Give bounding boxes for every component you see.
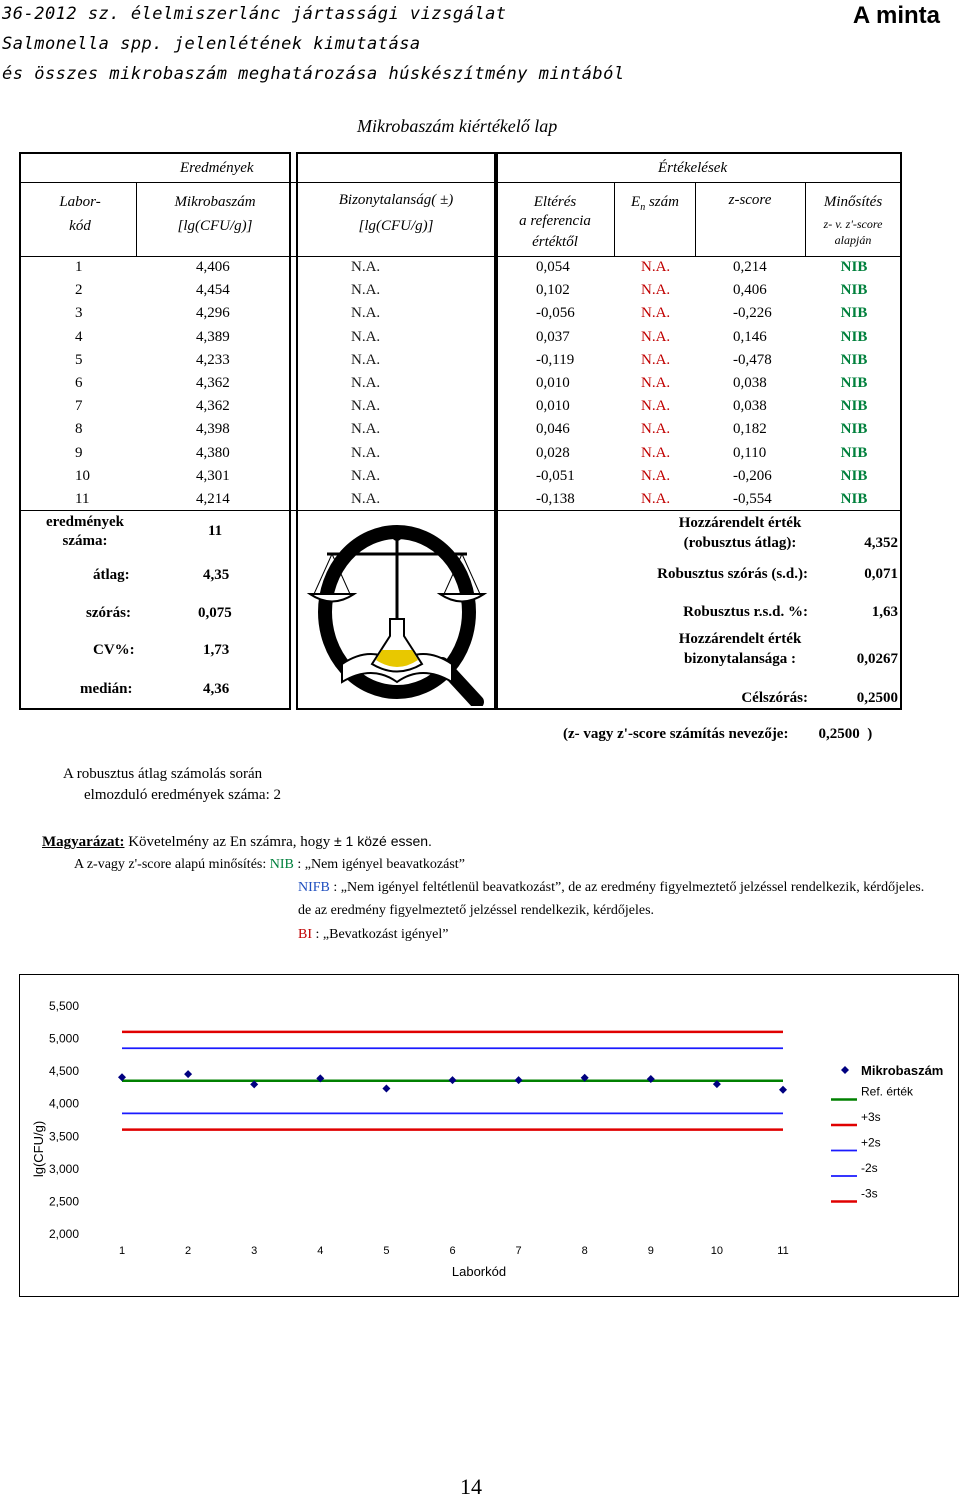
explanation-line-1 (42, 833, 432, 851)
cell-rating: NIB (840, 421, 868, 438)
cell-zscore: 0,110 (733, 444, 767, 461)
legend-label: -2s (861, 1161, 878, 1175)
cell-en: N.A. (641, 259, 671, 275)
page-title: Mikrobaszám kiértékelő lap (357, 116, 558, 136)
cv-value: 1,73 (203, 642, 230, 658)
cell-lab: 3 (75, 305, 83, 322)
cell-en: N.A. (641, 398, 671, 415)
data-point (382, 1085, 390, 1093)
cell-rating: NIB (840, 328, 868, 345)
legend-label: -3s (861, 1186, 878, 1201)
x-tick-label: 4 (317, 1245, 324, 1257)
explanation-line-3 (298, 880, 924, 896)
y-tick-label: 4,500 (48, 1064, 79, 1079)
cell-rating: NIB (840, 305, 868, 322)
cell-deviation: 0,010 (536, 375, 570, 391)
cell-uncert: N.A. (351, 398, 381, 415)
y-tick-label: 5,500 (48, 999, 79, 1013)
y-tick-label: 3,500 (48, 1129, 79, 1144)
cell-rating: NIB (840, 467, 868, 484)
col-lab-1: Labor- (59, 194, 101, 210)
y-tick-label: 2,000 (48, 1227, 79, 1241)
cell-en: N.A. (641, 444, 671, 461)
x-tick-label: 3 (251, 1245, 258, 1257)
n-value: 11 (208, 523, 223, 539)
cell-mikro: 4,380 (196, 444, 230, 461)
median-value: 4,36 (203, 681, 230, 697)
scales-logo-icon (302, 514, 492, 706)
col-lab-2: kód (69, 218, 91, 234)
target-sd-value: 0,2500 (856, 690, 898, 706)
divider (136, 182, 137, 256)
col-min-2: z- v. z'-score (823, 217, 883, 231)
x-tick-label: 1 (118, 1245, 126, 1257)
cell-lab: 5 (75, 351, 83, 368)
cell-lab: 6 (75, 375, 83, 391)
y-tick-label: 5,000 (48, 1031, 79, 1046)
cell-en: N.A. (641, 467, 671, 484)
denominator-note: (z- vagy z'-score számítás nevezője: 0,2500 ) (563, 726, 873, 742)
legend-label: +2s (861, 1135, 881, 1150)
cell-uncert: N.A. (351, 259, 381, 275)
col-elteres-1: Eltérés (533, 194, 577, 210)
divider (19, 182, 496, 183)
col-min-3: alapján (834, 233, 872, 247)
x-tick-label: 10 (710, 1245, 724, 1257)
cell-mikro: 4,362 (196, 375, 230, 391)
robust-sd-label: Robusztus szórás (s.d.): (657, 566, 808, 582)
cell-deviation: 0,102 (536, 282, 570, 299)
cell-lab: 4 (75, 328, 83, 345)
legend-label: Ref. érték (861, 1084, 914, 1099)
cell-en: N.A. (641, 491, 671, 507)
data-point (449, 1076, 457, 1084)
cell-deviation: 0,037 (536, 328, 570, 345)
x-tick-label: 9 (647, 1245, 654, 1257)
y-axis-label: lg(CFU/g) (31, 1120, 46, 1178)
cell-zscore: 0,038 (733, 398, 767, 415)
cell-rating: NIB (840, 491, 868, 507)
cell-mikro: 4,362 (196, 398, 230, 415)
cell-zscore: -0,206 (733, 467, 772, 484)
col-en-sub: n (640, 202, 646, 213)
cell-en: N.A. (641, 328, 671, 345)
cell-uncert: N.A. (351, 282, 381, 299)
cell-zscore: 0,182 (733, 421, 767, 438)
header-line-2: Salmonella spp. jelenlétének kimutatása (2, 34, 421, 54)
col-elteres-3: értéktől (532, 234, 578, 250)
cell-lab: 2 (75, 282, 83, 299)
robust-rsd-value: 1,63 (871, 604, 898, 620)
bi-text: : „Bevatkozást igényel” (312, 927, 449, 942)
cell-rating: NIB (840, 351, 868, 368)
assigned-value: 4,352 (864, 535, 898, 551)
cell-deviation: -0,138 (536, 491, 575, 507)
y-tick-label: 2,500 (48, 1194, 79, 1209)
median-label: medián: (80, 681, 133, 697)
cell-mikro: 4,296 (196, 305, 230, 322)
cell-uncert: N.A. (351, 375, 381, 391)
sample-badge: A minta (852, 2, 940, 29)
robust-sd-value: 0,071 (864, 566, 898, 582)
col-mikro-1: Mikrobaszám (174, 194, 256, 210)
cell-deviation: -0,119 (536, 351, 575, 368)
page-number: 14 (460, 1474, 482, 1499)
col-elteres-2: a referencia (519, 213, 591, 229)
cell-en: N.A. (641, 305, 671, 322)
cell-en: N.A. (641, 282, 671, 299)
mean-value: 4,35 (203, 567, 230, 583)
cell-uncert: N.A. (351, 491, 381, 507)
rating-prefix: A z-vagy z'-score alapú minősítés: (74, 857, 270, 872)
cell-deviation: -0,051 (536, 467, 575, 484)
cell-uncert: N.A. (351, 305, 381, 322)
n-label-2: száma: (62, 533, 108, 549)
cell-deviation: 0,028 (536, 444, 570, 461)
cell-deviation: 0,010 (536, 398, 570, 415)
cell-rating: NIB (840, 259, 868, 275)
uncert-value: 0,0267 (856, 651, 898, 667)
col-en (620, 194, 690, 213)
explanation-label: Magyarázat: (42, 834, 125, 850)
header-line-1: 36-2012 sz. élelmiszerlánc jártassági vizsgálat (2, 4, 507, 24)
assigned-label-2: (robusztus átlag): (683, 535, 797, 551)
cell-mikro: 4,214 (196, 491, 230, 507)
x-axis-label: Laborkód (451, 1264, 507, 1279)
divider (614, 182, 615, 256)
col-mikro-2: [lg(CFU/g)] (177, 218, 253, 234)
sd-label: szórás: (86, 605, 131, 621)
y-tick-label: 4,000 (48, 1096, 79, 1111)
cell-lab: 11 (75, 491, 90, 507)
col-bizony-1: Bizonytalanság( ±) (338, 192, 454, 208)
explanation-line-5 (298, 927, 448, 943)
explanation-text-1: Követelmény az En számra, hogy (124, 834, 334, 850)
divider (496, 182, 902, 183)
cell-uncert: N.A. (351, 467, 381, 484)
cell-rating: NIB (840, 444, 868, 461)
assigned-label-1: Hozzárendelt érték (678, 515, 802, 531)
cell-lab: 10 (75, 467, 90, 484)
cell-lab: 7 (75, 398, 83, 415)
data-point (184, 1070, 192, 1078)
cell-rating: NIB (840, 375, 868, 391)
robust-note-1: A robusztus átlag számolás során (63, 766, 263, 782)
cell-uncert: N.A. (351, 351, 381, 368)
cell-mikro: 4,454 (196, 282, 230, 299)
robust-rsd-label: Robusztus r.s.d. %: (683, 604, 808, 620)
robust-note-2: elmozduló eredmények száma: 2 (84, 787, 282, 803)
data-point (779, 1086, 787, 1094)
legend-marker (841, 1066, 849, 1074)
cell-mikro: 4,389 (196, 328, 230, 345)
cell-zscore: 0,038 (733, 375, 767, 391)
cell-en: N.A. (641, 351, 671, 368)
x-tick-label: 8 (581, 1245, 588, 1257)
control-chart (19, 974, 959, 1297)
nib-text: : „Nem igényel beavatkozást” (293, 857, 465, 872)
col-en-main: E (631, 194, 641, 210)
x-tick-label: 7 (515, 1245, 522, 1257)
col-zscore: z-score (728, 192, 772, 208)
cell-mikro: 4,233 (196, 351, 230, 368)
cv-label: CV%: (93, 642, 135, 658)
cell-zscore: -0,478 (733, 351, 772, 368)
n-label-1: eredmények (45, 514, 125, 530)
target-sd-label: Célszórás: (741, 690, 808, 706)
cell-zscore: 0,146 (733, 328, 767, 345)
cell-lab: 9 (75, 444, 83, 461)
cell-rating: NIB (840, 398, 868, 415)
nifb-code: NIFB (298, 880, 330, 895)
cell-deviation: 0,046 (536, 421, 570, 438)
group-results: Eredmények (180, 160, 254, 176)
cell-zscore: -0,554 (733, 491, 772, 507)
cell-deviation: 0,054 (536, 259, 570, 275)
divider (19, 256, 902, 257)
cell-lab: 8 (75, 421, 83, 438)
legend-label: +3s (861, 1110, 881, 1124)
cell-en: N.A. (641, 375, 671, 391)
mean-label: átlag: (93, 567, 130, 583)
header-line-3: és összes mikrobaszám meghatározása húskészítmény mintából (2, 64, 625, 84)
cell-mikro: 4,301 (196, 467, 230, 484)
data-point (515, 1076, 523, 1084)
cell-uncert: N.A. (351, 444, 381, 461)
col-bizony-2: [lg(CFU/g)] (358, 218, 434, 234)
legend-label: Mikrobaszám (861, 1063, 944, 1078)
cell-uncert: N.A. (351, 328, 381, 345)
divider (695, 182, 696, 256)
y-tick-label: 3,000 (48, 1161, 79, 1176)
cell-zscore: -0,226 (733, 305, 772, 322)
nifb-text: : „Nem igényel feltétlenül beavatkozást”, de az eredmény figyelmeztető jelzéssel rendelkezik, kérdőjeles. (329, 880, 925, 895)
uncert-label-1: Hozzárendelt érték (678, 631, 802, 647)
cell-en: N.A. (641, 421, 671, 438)
cell-deviation: -0,056 (536, 305, 575, 322)
cell-uncert: N.A. (351, 421, 381, 438)
nib-code: NIB (269, 857, 294, 872)
explanation-line-4: de az eredmény figyelmeztető jelzéssel rendelkezik, kérdőjeles. (298, 903, 655, 918)
cell-zscore: 0,214 (733, 259, 767, 275)
x-tick-label: 6 (449, 1245, 456, 1257)
explanation-text-2: ± 1 közé essen. (333, 833, 432, 849)
cell-mikro: 4,398 (196, 421, 230, 438)
col-min-1: Minősítés (823, 194, 883, 210)
cell-lab: 1 (75, 259, 83, 275)
results-box (19, 152, 291, 710)
divider (19, 510, 902, 511)
uncert-label-2: bizonytalansága : (683, 651, 797, 667)
cell-rating: NIB (840, 282, 868, 299)
cell-mikro: 4,406 (196, 259, 230, 275)
cell-zscore: 0,406 (733, 282, 767, 299)
x-tick-label: 2 (185, 1245, 192, 1257)
x-tick-label: 11 (777, 1245, 789, 1257)
group-eval: Értékelések (658, 160, 728, 176)
bi-code: BI (298, 927, 312, 942)
sd-value: 0,075 (198, 605, 232, 621)
x-tick-label: 5 (383, 1245, 390, 1257)
explanation-line-2 (74, 857, 465, 873)
col-en-rest: szám (645, 194, 679, 210)
